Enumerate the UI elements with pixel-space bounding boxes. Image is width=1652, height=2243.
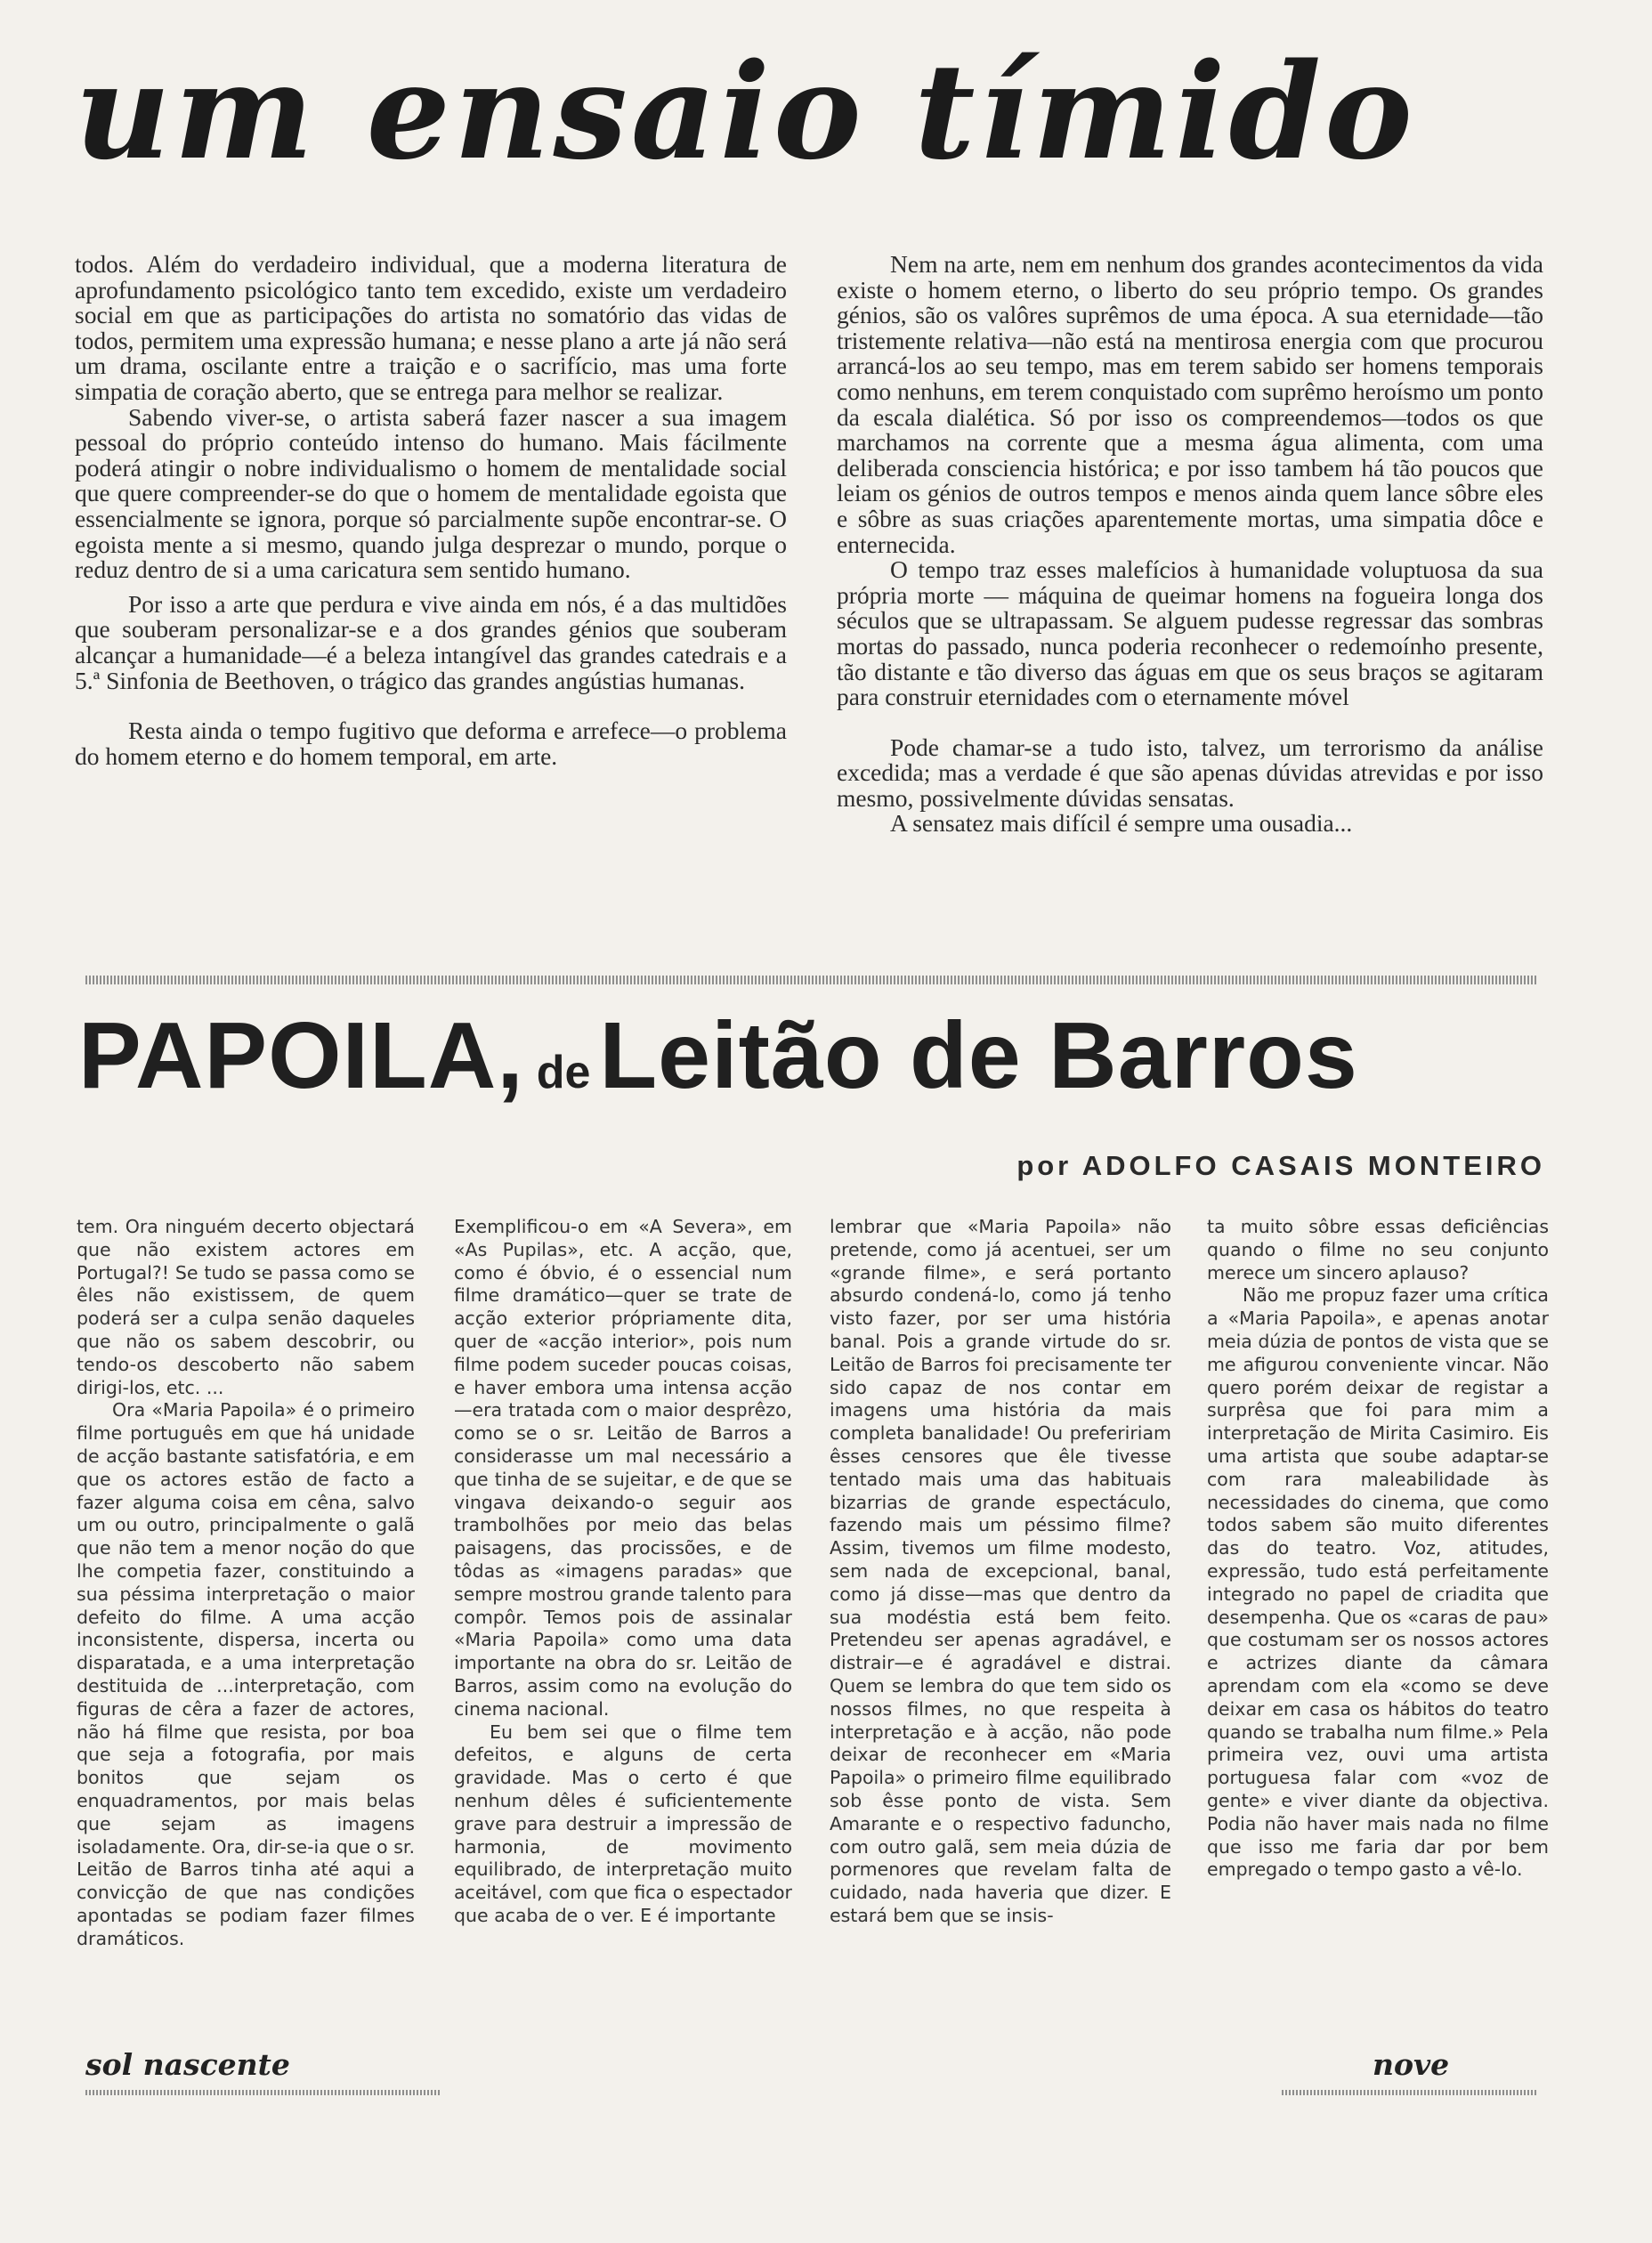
a1-left-paragraph-3: Por isso a arte que perdura e vive ainda em nós, é a das multidões que souberam personalizar-se e a dos grandes génios que souberam alcançar a humanidade—é a beleza intangível das grandes catedrais e a 5.ª Sinfonia de Beethoven, o trágico das grandes angústias humanas. xyxy=(75,589,787,694)
a2-col2-paragraph-2: Eu bem sei que o filme tem defeitos, e alguns de certa gravidade. Mas o certo é que nenhum dêles é suficientemente grave para destruir a impressão de harmonia, de movimento equilibrado, de interpretação muito aceitável, com que fica o espectador que acaba de o ver. E é importante xyxy=(454,1721,792,1926)
footer-page-number: nove xyxy=(1373,2047,1450,2082)
a2-col2-paragraph-1: Exemplificou-o em «A Severa», em «As Pupilas», etc. A acção, que, como é óbvio, é o essencial num filme dramático—quer se trate de acção exterior própriamente dita, quer de «acção interior», pois num filme podem suceder poucas coisas, e haver embora uma intensa acção—era tratada com o maior desprêzo, como se o sr. Leitão de Barros a considerasse um mal necessário a que tinha de se sujeitar, e de que se vingava deixando-o seguir aos trambolhões por meio das belas paisagens, das procissões, e de tôdas as «imagens paradas» que sempre mostrou grande talento para compôr. Temos pois de assinalar «Maria Papoila» como uma data importante na obra do sr. Leitão de Barros, assim como na evolução do cinema nacional. xyxy=(454,1216,792,1720)
article2-title-name: Leitão de Barros xyxy=(599,1003,1358,1108)
a1-left-paragraph-4: Resta ainda o tempo fugitivo que deforma e arrefece—o problema do homem eterno e do homem temporal, em arte. xyxy=(75,717,787,770)
a2-col4-paragraph-1: ta muito sôbre essas deficiências quando o filme no seu conjunto merece um sincero aplauso? xyxy=(1207,1216,1549,1283)
a1-right-paragraph-4: A sensatez mais difícil é sempre uma ousadia... xyxy=(890,809,1353,838)
article2-column-3 xyxy=(830,1216,1171,1928)
a1-right-paragraph-3: Pode chamar-se a tudo isto, talvez, um terrorismo da análise excedida; mas a verdade é que são apenas dúvidas atrevidas e por isso mesmo, possivelmente dúvidas sensatas. xyxy=(837,733,1543,812)
section-divider xyxy=(85,976,1538,984)
article1-title: um ensaio tímido xyxy=(75,34,1416,189)
footer-right-rule xyxy=(1282,2090,1538,2095)
article1-left-column xyxy=(75,252,787,769)
footer-magazine-name: sol nascente xyxy=(85,2047,290,2082)
article2-column-1 xyxy=(77,1216,415,1951)
article1-right-column xyxy=(837,252,1543,837)
article2-column-2 xyxy=(454,1216,792,1928)
a1-right-paragraph-2: O tempo traz esses malefícios à humanidade voluptuosa da sua própria morte — máquina de queimar homens na fogueira longa dos séculos que se ultrapassam. Se alguem pudesse regressar das sombras mortas do passado, nunca poderia reconhecer o redemoínho presente, tão distante e tão diverso das águas em que os seus braços se agitaram para construir eternidades com o eternamente móvel xyxy=(837,555,1543,711)
article2-title-main: PAPOILA, xyxy=(78,1003,524,1108)
article2-title-de: de xyxy=(536,1047,591,1098)
article2-column-4 xyxy=(1207,1216,1549,1882)
a2-col3-paragraph-1: lembrar que «Maria Papoila» não pretende, como já acentuei, ser um «grande filme», e será portanto absurdo condená-lo, como já tenho visto fazer, por ser uma história banal. Pois a grande virtude do sr. Leitão de Barros foi precisamente ter sido capaz de nos contar em imagens uma história da mais completa banalidade! Ou prefeririam êsses censores que êle tivesse tentado mais uma das habituais bizarrias de grande espectáculo, fazendo mais um péssimo filme? Assim, tivemos um filme modesto, sem nada de excepcional, banal, como já disse—mas que dentro da sua modéstia está bem feito. Pretendeu ser apenas agradável, e distrair—e é agradável e distrai. Quem se lembra do que tem sido os nossos filmes, no que respeita à interpretação e à acção, não pode deixar de reconhecer em «Maria Papoila» o primeiro filme equilibrado sob êsse ponto de vista. Sem Amarante e o respectivo fadunchо, com outro galã, sem meia dúzia de pormenores que revelam falta de cuidado, nada haveria que dizer. E estará bem que se insis- xyxy=(830,1216,1171,1926)
a2-col1-paragraph-1: tem. Ora ninguém decerto objectará que não existem actores em Portugal?! Se tudo se passa como se êles não existissem, de quem poderá ser a culpa senão daqueles que não os sabem descobrir, ou tendo-os descoberto não sabem dirigi-los, etc. ... xyxy=(77,1216,415,1398)
a2-col1-paragraph-2: Ora «Maria Papoila» é o primeiro filme português em que há unidade de acção bastante satisfatória, e em que os actores estão de facto a fazer alguma coisa em cêna, salvo um ou outro, principalmente o galã que não tem a menor noção do que lhe competia fazer, constituindo a sua péssima interpretação o maior defeito do filme. A uma acção inconsistente, dispersa, incerta ou disparatada, e a uma interpretação destituida de ...interpretação, com figuras de cêra a fazer de actores, não há filme que resista, por boa que seja a fotografia, por mais bonitos que sejam os enquadramentos, por mais belas que sejam as imagens isoladamente. Ora, dir-se-ia que o sr. Leitão de Barros tinha até aqui a convicção de que nas condições apontadas se podiam fazer filmes dramáticos. xyxy=(77,1399,415,1949)
a1-left-paragraph-1: todos. Além do verdadeiro individual, que a moderna literatura de aprofundamento psicológico tanto tem excedido, existe um verdadeiro social em que as participações do artista no somatório das vidas de todos, permitem uma expressão humana; e nesse plano a arte já não será um drama, oscilante entre a traição e o sacrifício, mas uma forte simpatia de coração aberto, que se entrega para melhor se realizar. xyxy=(75,250,787,405)
footer-left-rule xyxy=(85,2090,441,2095)
a1-right-paragraph-1: Nem na arte, nem em nenhum dos grandes acontecimentos da vida existe o homem eterno, o liberto do seu próprio tempo. Os grandes génios, são os valôres suprêmos de uma época. A sua eternidade—tão tristemente relativa—não está na mentirosa energia com que procurou arrancá-los ao seu tempo, mas em terem sabido ser homens temporais como nenhuns, em terem conquistado com suprêmo heroísmo um ponto da escala dialética. Só por isso os compreendemos—todos os que marchamos na corrente que a mesma água alimenta, com uma deliberada consciencia histórica; e por isso tambem há tão poucos que leiam os génios de outros tempos e menos ainda quem lance sôbre eles e sôbre as suas criações aparentemente mortas, uma simpatia dôce e enternecida. xyxy=(837,250,1543,558)
article2-byline: por ADOLFO CASAIS MONTEIRO xyxy=(1016,1150,1545,1181)
article2-title xyxy=(78,1002,1591,1118)
a1-left-paragraph-2: Sabendo viver-se, o artista saberá fazer nascer a sua imagem pessoal do próprio conteúdo intenso do humano. Mais fácilmente poderá atingir o nobre individualismo o homem de mentalidade social que quere compreender-se do que o homem de mentalidade egoista que essencialmente se ignora, porque só parcialmente supõe encontrar-se. O egoista mente a si mesmo, quando julga desprezar o mundo, porque o reduz dentro de si a uma caricatura sem sentido humano. xyxy=(75,402,787,584)
a2-col4-paragraph-2: Não me propuz fazer uma crítica a «Maria Papoila», e apenas anotar meia dúzia de pontos de vista que se me afigurou conveniente vincar. Não quero porém deixar de registar a surprêsa que foi para mim a interpretação de Mirita Casimiro. Eis uma artista que soube adaptar-se com rara maleabilidade às necessidades do cinema, que como todos sabem são muito diferentes das do teatro. Voz, atitudes, expressão, tudo está perfeitamente integrado no papel de criadita que desempenha. Que os «caras de pau» que costumam ser os nossos actores e actrizes diante da câmara aprendam com ela «como se deve deixar em casa os hábitos do teatro quando se trabalha num filme.» Pela primeira vez, ouvi uma artista portuguesa falar com «voz de gente» e viver diante da objectiva. Podia não haver mais nada no filme que isso me faria dar por bem empregado o tempo gasto a vê-lo. xyxy=(1207,1284,1549,1881)
